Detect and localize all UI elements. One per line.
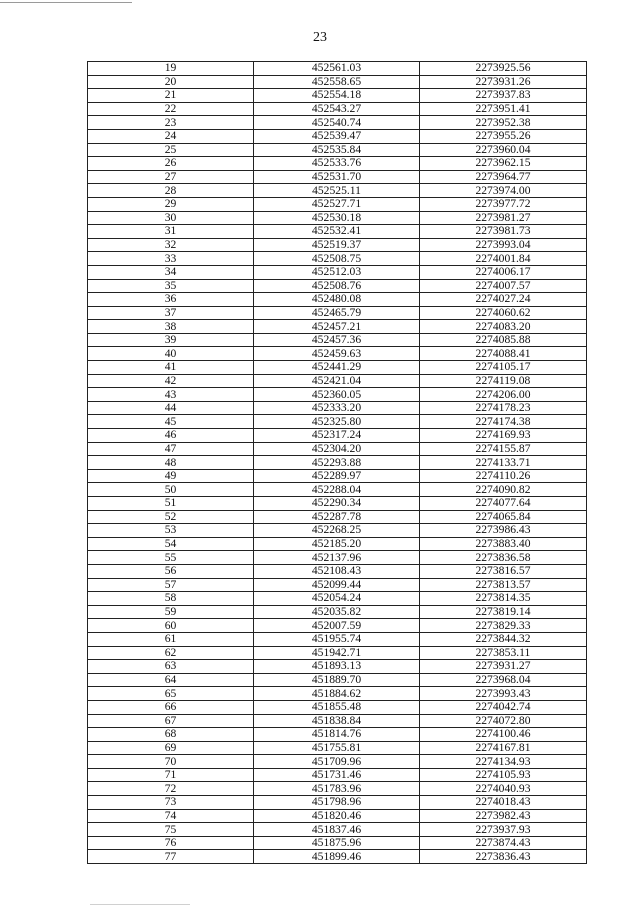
y-coordinate-cell: 2274077.64 — [420, 497, 587, 511]
x-coordinate-cell: 451942.71 — [254, 646, 420, 660]
point-number-cell: 42 — [88, 374, 254, 388]
table-row — [88, 660, 587, 674]
table-row — [88, 75, 587, 89]
y-coordinate-cell: 2273925.56 — [420, 62, 587, 76]
x-coordinate-cell: 452527.71 — [254, 197, 420, 211]
table-row — [88, 605, 587, 619]
table-row — [88, 197, 587, 211]
y-coordinate-cell: 2274134.93 — [420, 755, 587, 769]
point-number-cell: 33 — [88, 252, 254, 266]
table-row — [88, 497, 587, 511]
y-coordinate-cell: 2273937.83 — [420, 89, 587, 103]
point-number-cell: 73 — [88, 796, 254, 810]
point-number-cell: 20 — [88, 75, 254, 89]
y-coordinate-cell: 2274169.93 — [420, 429, 587, 443]
point-number-cell: 48 — [88, 456, 254, 470]
x-coordinate-cell: 452525.11 — [254, 184, 420, 198]
table-row — [88, 809, 587, 823]
point-number-cell: 30 — [88, 211, 254, 225]
point-number-cell: 19 — [88, 62, 254, 76]
x-coordinate-cell: 451855.48 — [254, 700, 420, 714]
point-number-cell: 71 — [88, 768, 254, 782]
table-row — [88, 469, 587, 483]
x-coordinate-cell: 452290.34 — [254, 497, 420, 511]
point-number-cell: 34 — [88, 265, 254, 279]
table-row — [88, 279, 587, 293]
y-coordinate-cell: 2273874.43 — [420, 836, 587, 850]
table-row — [88, 442, 587, 456]
y-coordinate-cell: 2273981.73 — [420, 225, 587, 239]
point-number-cell: 36 — [88, 293, 254, 307]
point-number-cell: 72 — [88, 782, 254, 796]
x-coordinate-cell: 451820.46 — [254, 809, 420, 823]
table-row — [88, 578, 587, 592]
x-coordinate-cell: 452533.76 — [254, 157, 420, 171]
y-coordinate-cell: 2273814.35 — [420, 592, 587, 606]
point-number-cell: 43 — [88, 388, 254, 402]
table-row — [88, 782, 587, 796]
point-number-cell: 61 — [88, 632, 254, 646]
header-rule — [0, 2, 132, 3]
table-row — [88, 265, 587, 279]
x-coordinate-cell: 452007.59 — [254, 619, 420, 633]
x-coordinate-cell: 452558.65 — [254, 75, 420, 89]
y-coordinate-cell: 2273974.00 — [420, 184, 587, 198]
table-row — [88, 306, 587, 320]
y-coordinate-cell: 2273816.57 — [420, 564, 587, 578]
footer-rule — [90, 904, 190, 905]
x-coordinate-cell: 452540.74 — [254, 116, 420, 130]
point-number-cell: 23 — [88, 116, 254, 130]
y-coordinate-cell: 2274085.88 — [420, 333, 587, 347]
x-coordinate-cell: 452317.24 — [254, 429, 420, 443]
x-coordinate-cell: 452457.36 — [254, 333, 420, 347]
x-coordinate-cell: 452465.79 — [254, 306, 420, 320]
y-coordinate-cell: 2274088.41 — [420, 347, 587, 361]
point-number-cell: 70 — [88, 755, 254, 769]
point-number-cell: 41 — [88, 361, 254, 375]
point-number-cell: 76 — [88, 836, 254, 850]
point-number-cell: 37 — [88, 306, 254, 320]
table-row — [88, 524, 587, 538]
table-row — [88, 116, 587, 130]
x-coordinate-cell: 452508.75 — [254, 252, 420, 266]
point-number-cell: 40 — [88, 347, 254, 361]
x-coordinate-cell: 452441.29 — [254, 361, 420, 375]
table-row — [88, 211, 587, 225]
table-row — [88, 388, 587, 402]
x-coordinate-cell: 451755.81 — [254, 741, 420, 755]
table-row — [88, 483, 587, 497]
point-number-cell: 64 — [88, 673, 254, 687]
x-coordinate-cell: 452543.27 — [254, 102, 420, 116]
y-coordinate-cell: 2274060.62 — [420, 306, 587, 320]
point-number-cell: 26 — [88, 157, 254, 171]
y-coordinate-cell: 2273836.43 — [420, 850, 587, 864]
y-coordinate-cell: 2274105.93 — [420, 768, 587, 782]
table-row — [88, 850, 587, 864]
point-number-cell: 66 — [88, 700, 254, 714]
y-coordinate-cell: 2273951.41 — [420, 102, 587, 116]
table-row — [88, 143, 587, 157]
table-row — [88, 293, 587, 307]
y-coordinate-cell: 2274083.20 — [420, 320, 587, 334]
x-coordinate-cell: 452554.18 — [254, 89, 420, 103]
point-number-cell: 59 — [88, 605, 254, 619]
y-coordinate-cell: 2274007.57 — [420, 279, 587, 293]
point-number-cell: 31 — [88, 225, 254, 239]
point-number-cell: 22 — [88, 102, 254, 116]
x-coordinate-cell: 452508.76 — [254, 279, 420, 293]
x-coordinate-cell: 452035.82 — [254, 605, 420, 619]
y-coordinate-cell: 2274105.17 — [420, 361, 587, 375]
x-coordinate-cell: 452519.37 — [254, 238, 420, 252]
page-number: 23 — [313, 30, 327, 45]
x-coordinate-cell: 452304.20 — [254, 442, 420, 456]
y-coordinate-cell: 2274042.74 — [420, 700, 587, 714]
point-number-cell: 32 — [88, 238, 254, 252]
table-row — [88, 184, 587, 198]
table-row — [88, 673, 587, 687]
table-row — [88, 361, 587, 375]
x-coordinate-cell: 452535.84 — [254, 143, 420, 157]
y-coordinate-cell: 2273883.40 — [420, 537, 587, 551]
x-coordinate-cell: 451798.96 — [254, 796, 420, 810]
point-number-cell: 69 — [88, 741, 254, 755]
table-row — [88, 510, 587, 524]
y-coordinate-cell: 2273977.72 — [420, 197, 587, 211]
table-row — [88, 170, 587, 184]
table-row — [88, 429, 587, 443]
x-coordinate-cell: 451955.74 — [254, 632, 420, 646]
point-number-cell: 74 — [88, 809, 254, 823]
x-coordinate-cell: 452185.20 — [254, 537, 420, 551]
y-coordinate-cell: 2273964.77 — [420, 170, 587, 184]
point-number-cell: 35 — [88, 279, 254, 293]
x-coordinate-cell: 452099.44 — [254, 578, 420, 592]
x-coordinate-cell: 451837.46 — [254, 823, 420, 837]
table-row — [88, 129, 587, 143]
y-coordinate-cell: 2274100.46 — [420, 728, 587, 742]
point-number-cell: 62 — [88, 646, 254, 660]
y-coordinate-cell: 2274072.80 — [420, 714, 587, 728]
table-row — [88, 320, 587, 334]
y-coordinate-cell: 2274001.84 — [420, 252, 587, 266]
point-number-cell: 56 — [88, 564, 254, 578]
x-coordinate-cell: 451884.62 — [254, 687, 420, 701]
x-coordinate-cell: 452333.20 — [254, 401, 420, 415]
point-number-cell: 58 — [88, 592, 254, 606]
y-coordinate-cell: 2274133.71 — [420, 456, 587, 470]
point-number-cell: 65 — [88, 687, 254, 701]
table-row — [88, 564, 587, 578]
y-coordinate-cell: 2273931.26 — [420, 75, 587, 89]
y-coordinate-cell: 2273836.58 — [420, 551, 587, 565]
coordinate-table — [87, 61, 587, 864]
point-number-cell: 45 — [88, 415, 254, 429]
x-coordinate-cell: 452539.47 — [254, 129, 420, 143]
point-number-cell: 67 — [88, 714, 254, 728]
y-coordinate-cell: 2273986.43 — [420, 524, 587, 538]
y-coordinate-cell: 2273981.27 — [420, 211, 587, 225]
point-number-cell: 25 — [88, 143, 254, 157]
table-row — [88, 646, 587, 660]
point-number-cell: 27 — [88, 170, 254, 184]
point-number-cell: 24 — [88, 129, 254, 143]
y-coordinate-cell: 2274155.87 — [420, 442, 587, 456]
point-number-cell: 44 — [88, 401, 254, 415]
point-number-cell: 38 — [88, 320, 254, 334]
table-row — [88, 157, 587, 171]
table-row — [88, 415, 587, 429]
x-coordinate-cell: 452293.88 — [254, 456, 420, 470]
y-coordinate-cell: 2273853.11 — [420, 646, 587, 660]
table-row — [88, 252, 587, 266]
x-coordinate-cell: 452530.18 — [254, 211, 420, 225]
x-coordinate-cell: 451731.46 — [254, 768, 420, 782]
y-coordinate-cell: 2274027.24 — [420, 293, 587, 307]
y-coordinate-cell: 2273952.38 — [420, 116, 587, 130]
point-number-cell: 49 — [88, 469, 254, 483]
point-number-cell: 46 — [88, 429, 254, 443]
table-row — [88, 741, 587, 755]
y-coordinate-cell: 2274167.81 — [420, 741, 587, 755]
y-coordinate-cell: 2273937.93 — [420, 823, 587, 837]
coordinate-table-body — [88, 62, 587, 864]
y-coordinate-cell: 2274119.08 — [420, 374, 587, 388]
x-coordinate-cell: 452480.08 — [254, 293, 420, 307]
table-row — [88, 238, 587, 252]
table-row — [88, 700, 587, 714]
point-number-cell: 60 — [88, 619, 254, 633]
y-coordinate-cell: 2274090.82 — [420, 483, 587, 497]
y-coordinate-cell: 2273819.14 — [420, 605, 587, 619]
table-row — [88, 89, 587, 103]
point-number-cell: 21 — [88, 89, 254, 103]
point-number-cell: 77 — [88, 850, 254, 864]
point-number-cell: 75 — [88, 823, 254, 837]
table-row — [88, 401, 587, 415]
point-number-cell: 68 — [88, 728, 254, 742]
point-number-cell: 47 — [88, 442, 254, 456]
y-coordinate-cell: 2273955.26 — [420, 129, 587, 143]
y-coordinate-cell: 2274040.93 — [420, 782, 587, 796]
x-coordinate-cell: 452108.43 — [254, 564, 420, 578]
y-coordinate-cell: 2273813.57 — [420, 578, 587, 592]
x-coordinate-cell: 452268.25 — [254, 524, 420, 538]
x-coordinate-cell: 451889.70 — [254, 673, 420, 687]
x-coordinate-cell: 452532.41 — [254, 225, 420, 239]
table-row — [88, 728, 587, 742]
point-number-cell: 55 — [88, 551, 254, 565]
point-number-cell: 29 — [88, 197, 254, 211]
y-coordinate-cell: 2273829.33 — [420, 619, 587, 633]
x-coordinate-cell: 452287.78 — [254, 510, 420, 524]
table-row — [88, 836, 587, 850]
table-row — [88, 333, 587, 347]
y-coordinate-cell: 2273844.32 — [420, 632, 587, 646]
x-coordinate-cell: 451814.76 — [254, 728, 420, 742]
table-row — [88, 225, 587, 239]
table-row — [88, 102, 587, 116]
y-coordinate-cell: 2273962.15 — [420, 157, 587, 171]
point-number-cell: 57 — [88, 578, 254, 592]
y-coordinate-cell: 2273960.04 — [420, 143, 587, 157]
x-coordinate-cell: 452459.63 — [254, 347, 420, 361]
y-coordinate-cell: 2274018.43 — [420, 796, 587, 810]
table-row — [88, 347, 587, 361]
table-row — [88, 619, 587, 633]
y-coordinate-cell: 2274178.23 — [420, 401, 587, 415]
point-number-cell: 50 — [88, 483, 254, 497]
y-coordinate-cell: 2273993.43 — [420, 687, 587, 701]
point-number-cell: 53 — [88, 524, 254, 538]
x-coordinate-cell: 452137.96 — [254, 551, 420, 565]
x-coordinate-cell: 452512.03 — [254, 265, 420, 279]
y-coordinate-cell: 2274174.38 — [420, 415, 587, 429]
x-coordinate-cell: 452288.04 — [254, 483, 420, 497]
x-coordinate-cell: 451899.46 — [254, 850, 420, 864]
point-number-cell: 51 — [88, 497, 254, 511]
x-coordinate-cell: 452561.03 — [254, 62, 420, 76]
table-row — [88, 755, 587, 769]
point-number-cell: 52 — [88, 510, 254, 524]
x-coordinate-cell: 451838.84 — [254, 714, 420, 728]
table-row — [88, 551, 587, 565]
y-coordinate-cell: 2273968.04 — [420, 673, 587, 687]
table-row — [88, 714, 587, 728]
x-coordinate-cell: 452325.80 — [254, 415, 420, 429]
table-row — [88, 537, 587, 551]
table-row — [88, 374, 587, 388]
table-row — [88, 62, 587, 76]
x-coordinate-cell: 452054.24 — [254, 592, 420, 606]
x-coordinate-cell: 452289.97 — [254, 469, 420, 483]
table-row — [88, 687, 587, 701]
point-number-cell: 28 — [88, 184, 254, 198]
x-coordinate-cell: 451783.96 — [254, 782, 420, 796]
table-row — [88, 592, 587, 606]
y-coordinate-cell: 2274065.84 — [420, 510, 587, 524]
x-coordinate-cell: 451709.96 — [254, 755, 420, 769]
y-coordinate-cell: 2273993.04 — [420, 238, 587, 252]
x-coordinate-cell: 452531.70 — [254, 170, 420, 184]
y-coordinate-cell: 2274206.00 — [420, 388, 587, 402]
table-row — [88, 796, 587, 810]
x-coordinate-cell: 452457.21 — [254, 320, 420, 334]
table-row — [88, 632, 587, 646]
table-row — [88, 768, 587, 782]
y-coordinate-cell: 2274110.26 — [420, 469, 587, 483]
point-number-cell: 39 — [88, 333, 254, 347]
x-coordinate-cell: 451875.96 — [254, 836, 420, 850]
point-number-cell: 54 — [88, 537, 254, 551]
y-coordinate-cell: 2273931.27 — [420, 660, 587, 674]
table-row — [88, 456, 587, 470]
point-number-cell: 63 — [88, 660, 254, 674]
x-coordinate-cell: 451893.13 — [254, 660, 420, 674]
x-coordinate-cell: 452360.05 — [254, 388, 420, 402]
y-coordinate-cell: 2274006.17 — [420, 265, 587, 279]
table-row — [88, 823, 587, 837]
x-coordinate-cell: 452421.04 — [254, 374, 420, 388]
y-coordinate-cell: 2273982.43 — [420, 809, 587, 823]
